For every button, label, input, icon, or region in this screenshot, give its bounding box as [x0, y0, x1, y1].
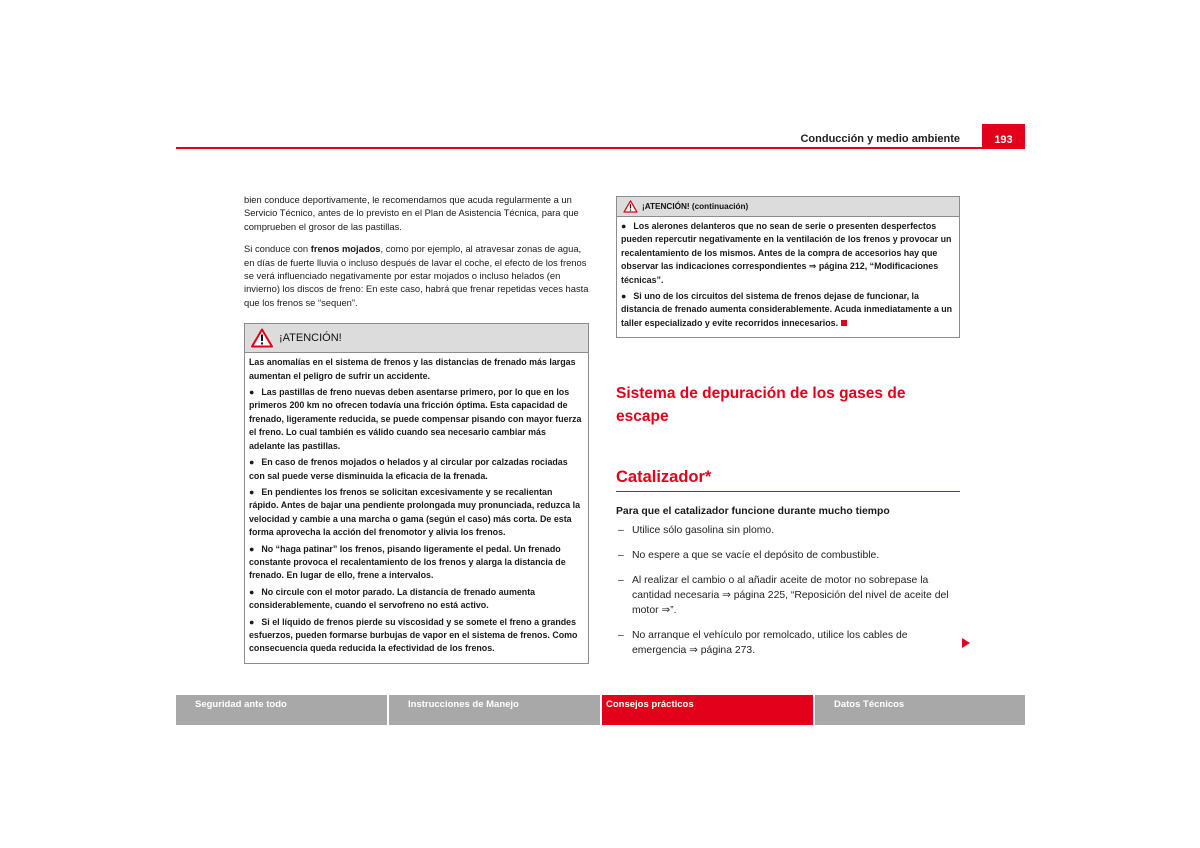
warning-item: ● Si el líquido de frenos pierde su viscosidad y se somete el freno a grandes esfuerzos, pueden formarse burbujas de vapor en el sistema de frenos. Como consecuencia queda reducida la efectividad de los frenos.: [249, 616, 578, 654]
warning-intro: Las anomalías en el sistema de frenos y las distancias de frenado más largas aumentan el peligro de sufrir un accidente.: [249, 357, 576, 381]
warning-box: [244, 323, 589, 664]
next-page-arrow-icon[interactable]: [962, 638, 970, 648]
warning-item: ● Las pastillas de freno nuevas deben asentarse primero, por lo que en los primeros 200 km no ofrecen todavía una fricción óptima. Esta capacidad de frenado, ligeramente reducida, se puede compensar pisando con mayor fuerza el freno. Lo cual también es válido cuando sea necesario cambiar más adelante las pastillas.: [249, 387, 582, 451]
tab-seguridad[interactable]: Seguridad ante todo: [176, 695, 387, 725]
header-rule: [176, 147, 982, 149]
left-column: [244, 193, 589, 664]
warning-triangle-icon: [623, 200, 638, 213]
page-number: 193: [982, 124, 1025, 149]
section-heading: Sistema de depuración de los gases de escape: [616, 385, 906, 426]
tab-instrucciones[interactable]: Instrucciones de Manejo: [389, 695, 600, 725]
tab-datos[interactable]: Datos Técnicos: [815, 695, 1025, 725]
list-item: – No arranque el vehículo por remolcado, utilice los cables de emergencia ⇒ página 273.: [618, 629, 908, 656]
warning-continued-body: [617, 217, 959, 337]
warning-continued-box: [616, 196, 960, 338]
warning-body: [245, 353, 588, 663]
tab-consejos[interactable]: Consejos prácticos: [602, 695, 813, 725]
paragraph-pastillas: bien conduce deportivamente, le recomendamos que acuda regularmente a un Servicio Técnico, antes de lo previsto en el Plan de Asistencia Técnica, para que comprueben el grosor de las pastillas.: [244, 194, 579, 232]
warning-item: ● No circule con el motor parado. La distancia de frenado aumenta considerablemente, cuando el servofreno no está activo.: [249, 586, 536, 611]
header-title: Conducción y medio ambiente: [800, 133, 960, 145]
list-item: – Al realizar el cambio o al añadir aceite de motor no sobrepase la cantidad necesaria ⇒ página 225, “Reposición del nivel de aceite del motor ⇒”.: [618, 574, 949, 617]
list-item: – Utilice sólo gasolina sin plomo.: [618, 525, 775, 537]
heading-rule: [616, 491, 960, 492]
warning-triangle-icon: [251, 328, 273, 348]
warning-item: ● En pendientes los frenos se solicitan excesivamente y se recalientan rápido. Antes de bajar una pendiente prolongada muy pronunciada, reduzca la velocidad y cambie a una marcha o gama (según el caso) más corta. De esta forma aprovecha la acción del frenomotor y alivia los frenos.: [249, 486, 581, 538]
warning-item: ● Si uno de los circuitos del sistema de frenos dejase de funcionar, la distancia de frenado aumenta considerablemente. Acuda inmediatamente a un taller especializado y evite recorridos innecesarios.: [621, 291, 953, 328]
catalizador-heading: Catalizador*: [616, 468, 712, 487]
catalizador-list: [616, 523, 960, 658]
section-end-mark: [841, 320, 847, 326]
paragraph-frenos-mojados: Si conduce con frenos mojados, como por ejemplo, al atravesar zonas de agua, en días de fuerte lluvia o incluso después de lavar el coche, el efecto de los frenos se verá influenciado negativamente por estar mojados o incluso helados (en invierno) los discos de freno: En este caso, habrá que frenar repetidas veces hasta que los frenos se “sequen”.: [244, 243, 589, 308]
right-column: [616, 196, 960, 668]
warning-header: [245, 324, 588, 353]
warning-item: ● No “haga patinar” los frenos, pisando ligeramente el pedal. Un frenado constante provoca el recalentamiento de los frenos y alarga la distancia de frenado. En lugar de ello, frene a intervalos.: [249, 543, 566, 581]
warning-continued-header: [617, 197, 959, 217]
footer-nav: [176, 695, 1025, 725]
warning-continued-title: ¡ATENCIÓN! (continuación): [642, 202, 749, 211]
warning-item: ● Los alerones delanteros que no sean de serie o presenten desperfectos pueden repercutir negativamente en la ventilación de los frenos y provocar un recalentamiento de los mismos. Antes de la compra de accesorios hay que observar las indicaciones correspondientes ⇒ página 212, “Modificaciones técnicas”.: [621, 221, 952, 285]
warning-title: ¡ATENCIÓN!: [279, 332, 342, 345]
catalizador-subheading: Para que el catalizador funcione durante mucho tiempo: [616, 506, 890, 518]
list-item: – No espere a que se vacíe el depósito de combustible.: [618, 549, 880, 561]
warning-item: ● En caso de frenos mojados o helados y al circular por calzadas rociadas con sal puede verse disminuida la eficacia de la frenada.: [249, 457, 568, 481]
